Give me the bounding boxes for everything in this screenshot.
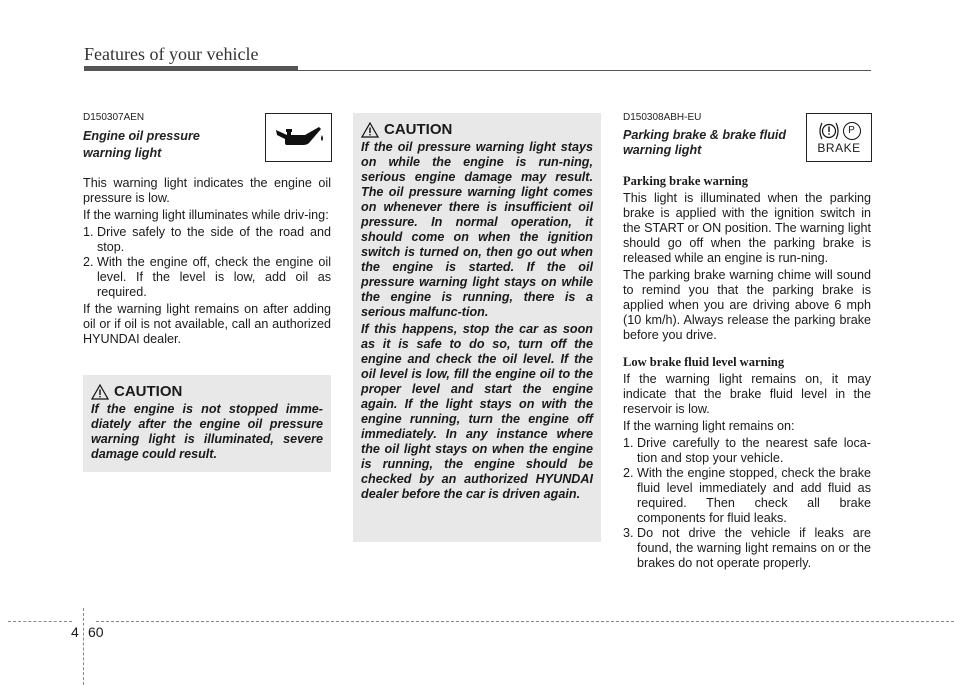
- page-header-title: Features of your vehicle: [84, 44, 259, 64]
- step-text: Do not drive the vehicle if leaks are found, the warning light remains on or the brakes do not operate properly.: [637, 526, 871, 570]
- caution-heading: [361, 121, 593, 138]
- step-number: 3.: [623, 526, 634, 540]
- step-number: 1.: [623, 436, 634, 450]
- footer-dashed-rule: [96, 621, 954, 622]
- brake-warning-icon-box: [806, 113, 872, 162]
- paragraph: The parking brake warning chime will sound to remind you that the parking brake is applied when you are driving above 6 mph (10 km/h). Always release the parking brake before you drive.: [623, 268, 871, 342]
- caution-text: If this happens, stop the car as soon as it is safe to do so, turn off the engine and check the oil level. If the oil level is low, fill the engine oil to the proper level and start the engine again. If the light stays on with the engine running, turn the engine off immediately. In any instance where the oil light stays on when the engine is running, the engine should be checked by an authorized HYUNDAI dealer before the car is driven again.: [361, 322, 593, 501]
- paragraph: If the warning light illuminates while driv-ing:: [83, 208, 329, 222]
- paragraph: This warning light indicates the engine oil pressure is low.: [83, 176, 331, 205]
- section-code: D150307AEN: [83, 112, 145, 123]
- section-title-line2: warning light: [623, 143, 702, 157]
- step-number: 2.: [83, 255, 94, 269]
- chapter-number: 4: [71, 624, 79, 640]
- footer-dashed-rule: [8, 621, 72, 622]
- section-title-line1: Engine oil pressure: [83, 129, 200, 143]
- parking-p-letter: P: [848, 124, 855, 136]
- list-item: [623, 466, 871, 526]
- warning-triangle-icon: [91, 384, 109, 400]
- step-number: 1.: [83, 225, 94, 239]
- caution-box-left: [83, 375, 331, 472]
- caution-box-middle: [353, 113, 601, 542]
- header-rule-thick: [84, 66, 298, 71]
- caution-label: CAUTION: [114, 383, 183, 400]
- step-list: [623, 436, 871, 571]
- step-text: With the engine off, check the engine oil level. If the level is low, add oil as required.: [97, 255, 331, 299]
- list-item: [83, 225, 331, 255]
- header-rule-thin: [298, 70, 871, 71]
- list-item: [623, 436, 871, 466]
- section-code: D150308ABH-EU: [623, 112, 702, 123]
- step-number: 2.: [623, 466, 634, 480]
- section-title-line2: warning light: [83, 146, 162, 160]
- caution-text: If the engine is not stopped imme-diately after the engine oil pressure warning light is illuminated, severe damage could result.: [91, 402, 323, 461]
- brake-label: BRAKE: [817, 140, 861, 155]
- section-title-line1: Parking brake & brake fluid: [623, 128, 787, 142]
- oil-can-icon: [273, 123, 325, 153]
- caution-text: If the oil pressure warning light stays on while the engine is run-ning, serious engine damage may result. The oil pressure warning light comes on whenever there is insufficient oil pressure. In normal operation, it should come on when the ignition switch is turned on, then go out when the engine is started. If the oil pressure warning light stays on while the engine is running, there is a serious malfunc-tion.: [361, 140, 593, 319]
- step-list: [83, 225, 331, 300]
- right-column: [623, 110, 871, 573]
- step-text: With the engine stopped, check the brake fluid level immediately and add fluid as required. Then check all brake components for fluid leaks.: [637, 466, 871, 525]
- footer-vertical-rule: [83, 608, 84, 685]
- paragraph: This light is illuminated when the parking brake is applied with the ignition switch in the START or ON position. The warning light should go off when the parking brake is released while an engine is run-ning.: [623, 191, 871, 265]
- caution-label: CAUTION: [384, 121, 453, 138]
- step-text: Drive safely to the side of the road and stop.: [97, 225, 331, 254]
- subsection-heading: Low brake fluid level warning: [623, 355, 785, 369]
- brake-warning-icon: [818, 121, 861, 141]
- parking-p-icon: [843, 122, 861, 140]
- caution-heading: [91, 383, 323, 400]
- page-number: 60: [88, 624, 104, 640]
- paragraph: If the warning light remains on:: [623, 419, 795, 433]
- warning-triangle-icon: [361, 122, 379, 138]
- paragraph: If the warning light remains on after adding oil or if oil is not available, call an authorized HYUNDAI dealer.: [83, 302, 331, 346]
- step-text: Drive carefully to the nearest safe loca-tion and stop your vehicle.: [637, 436, 871, 465]
- list-item: [83, 255, 331, 300]
- paragraph: If the warning light remains on, it may indicate that the brake fluid level in the reservoir is low.: [623, 372, 871, 416]
- oil-pressure-warning-icon-box: [265, 113, 332, 162]
- subsection-heading: Parking brake warning: [623, 174, 749, 188]
- list-item: [623, 526, 871, 571]
- brake-fluid-circle-icon: [818, 121, 840, 141]
